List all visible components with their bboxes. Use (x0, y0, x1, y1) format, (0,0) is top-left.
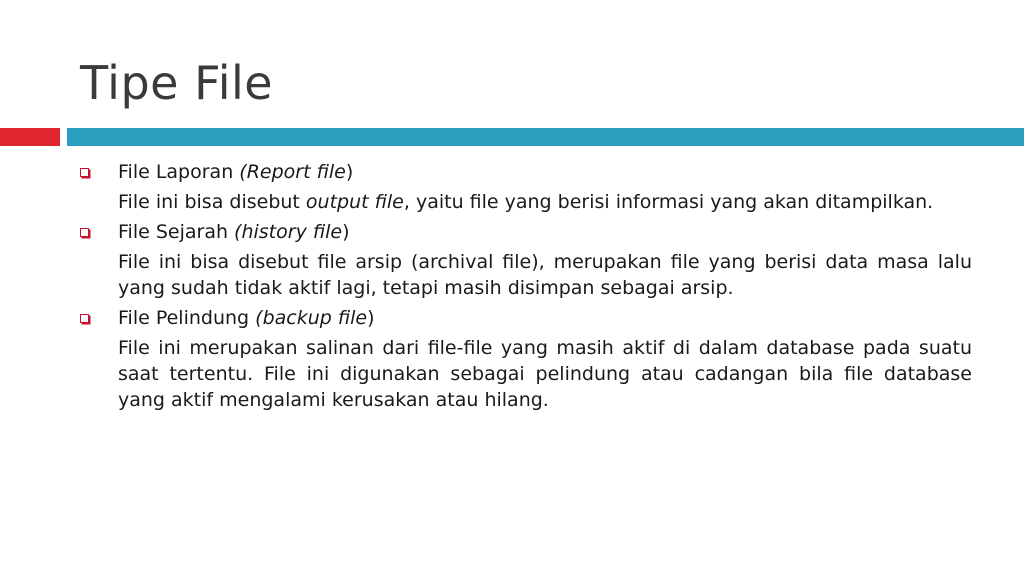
square-bullet-icon (80, 228, 89, 237)
heading-close: ) (342, 221, 350, 243)
heading-italic: (Report file (239, 161, 346, 183)
desc-text: File ini bisa disebut (118, 191, 306, 213)
heading-text: File Laporan (118, 161, 240, 183)
desc-italic: output file (305, 191, 404, 213)
list-item-report-file (80, 159, 972, 215)
slide-title: Tipe File (80, 56, 274, 110)
heading-close: ) (367, 307, 375, 329)
heading-italic: (backup file (255, 307, 368, 329)
item-description (118, 189, 972, 215)
heading-text: File Sejarah (118, 221, 235, 243)
heading-close: ) (345, 161, 354, 183)
slide-content (80, 155, 972, 413)
list-item-history-file (80, 219, 972, 301)
accent-bar-red (0, 128, 60, 146)
square-bullet-icon (80, 168, 89, 177)
item-heading (118, 159, 972, 185)
heading-text: File Pelindung (118, 307, 256, 329)
square-bullet-icon (80, 314, 89, 323)
heading-italic: (history file (234, 221, 343, 243)
list-item-backup-file (80, 305, 972, 413)
desc-text-end: , yaitu file yang berisi informasi yang akan ditampilkan. (403, 191, 934, 213)
item-heading (118, 219, 972, 245)
item-heading (118, 305, 972, 331)
item-description: File ini merupakan salinan dari file-file yang masih aktif di dalam database pada suatu saat tertentu. File ini digunakan sebagai pelindung atau cadangan bila file database yang aktif mengalami kerusakan atau hilang. (118, 337, 972, 411)
accent-bar-blue (67, 128, 1024, 146)
item-description: File ini bisa disebut file arsip (archival file), merupakan file yang berisi data masa lalu yang sudah tidak aktif lagi, tetapi masih disimpan sebagai arsip. (118, 251, 972, 299)
